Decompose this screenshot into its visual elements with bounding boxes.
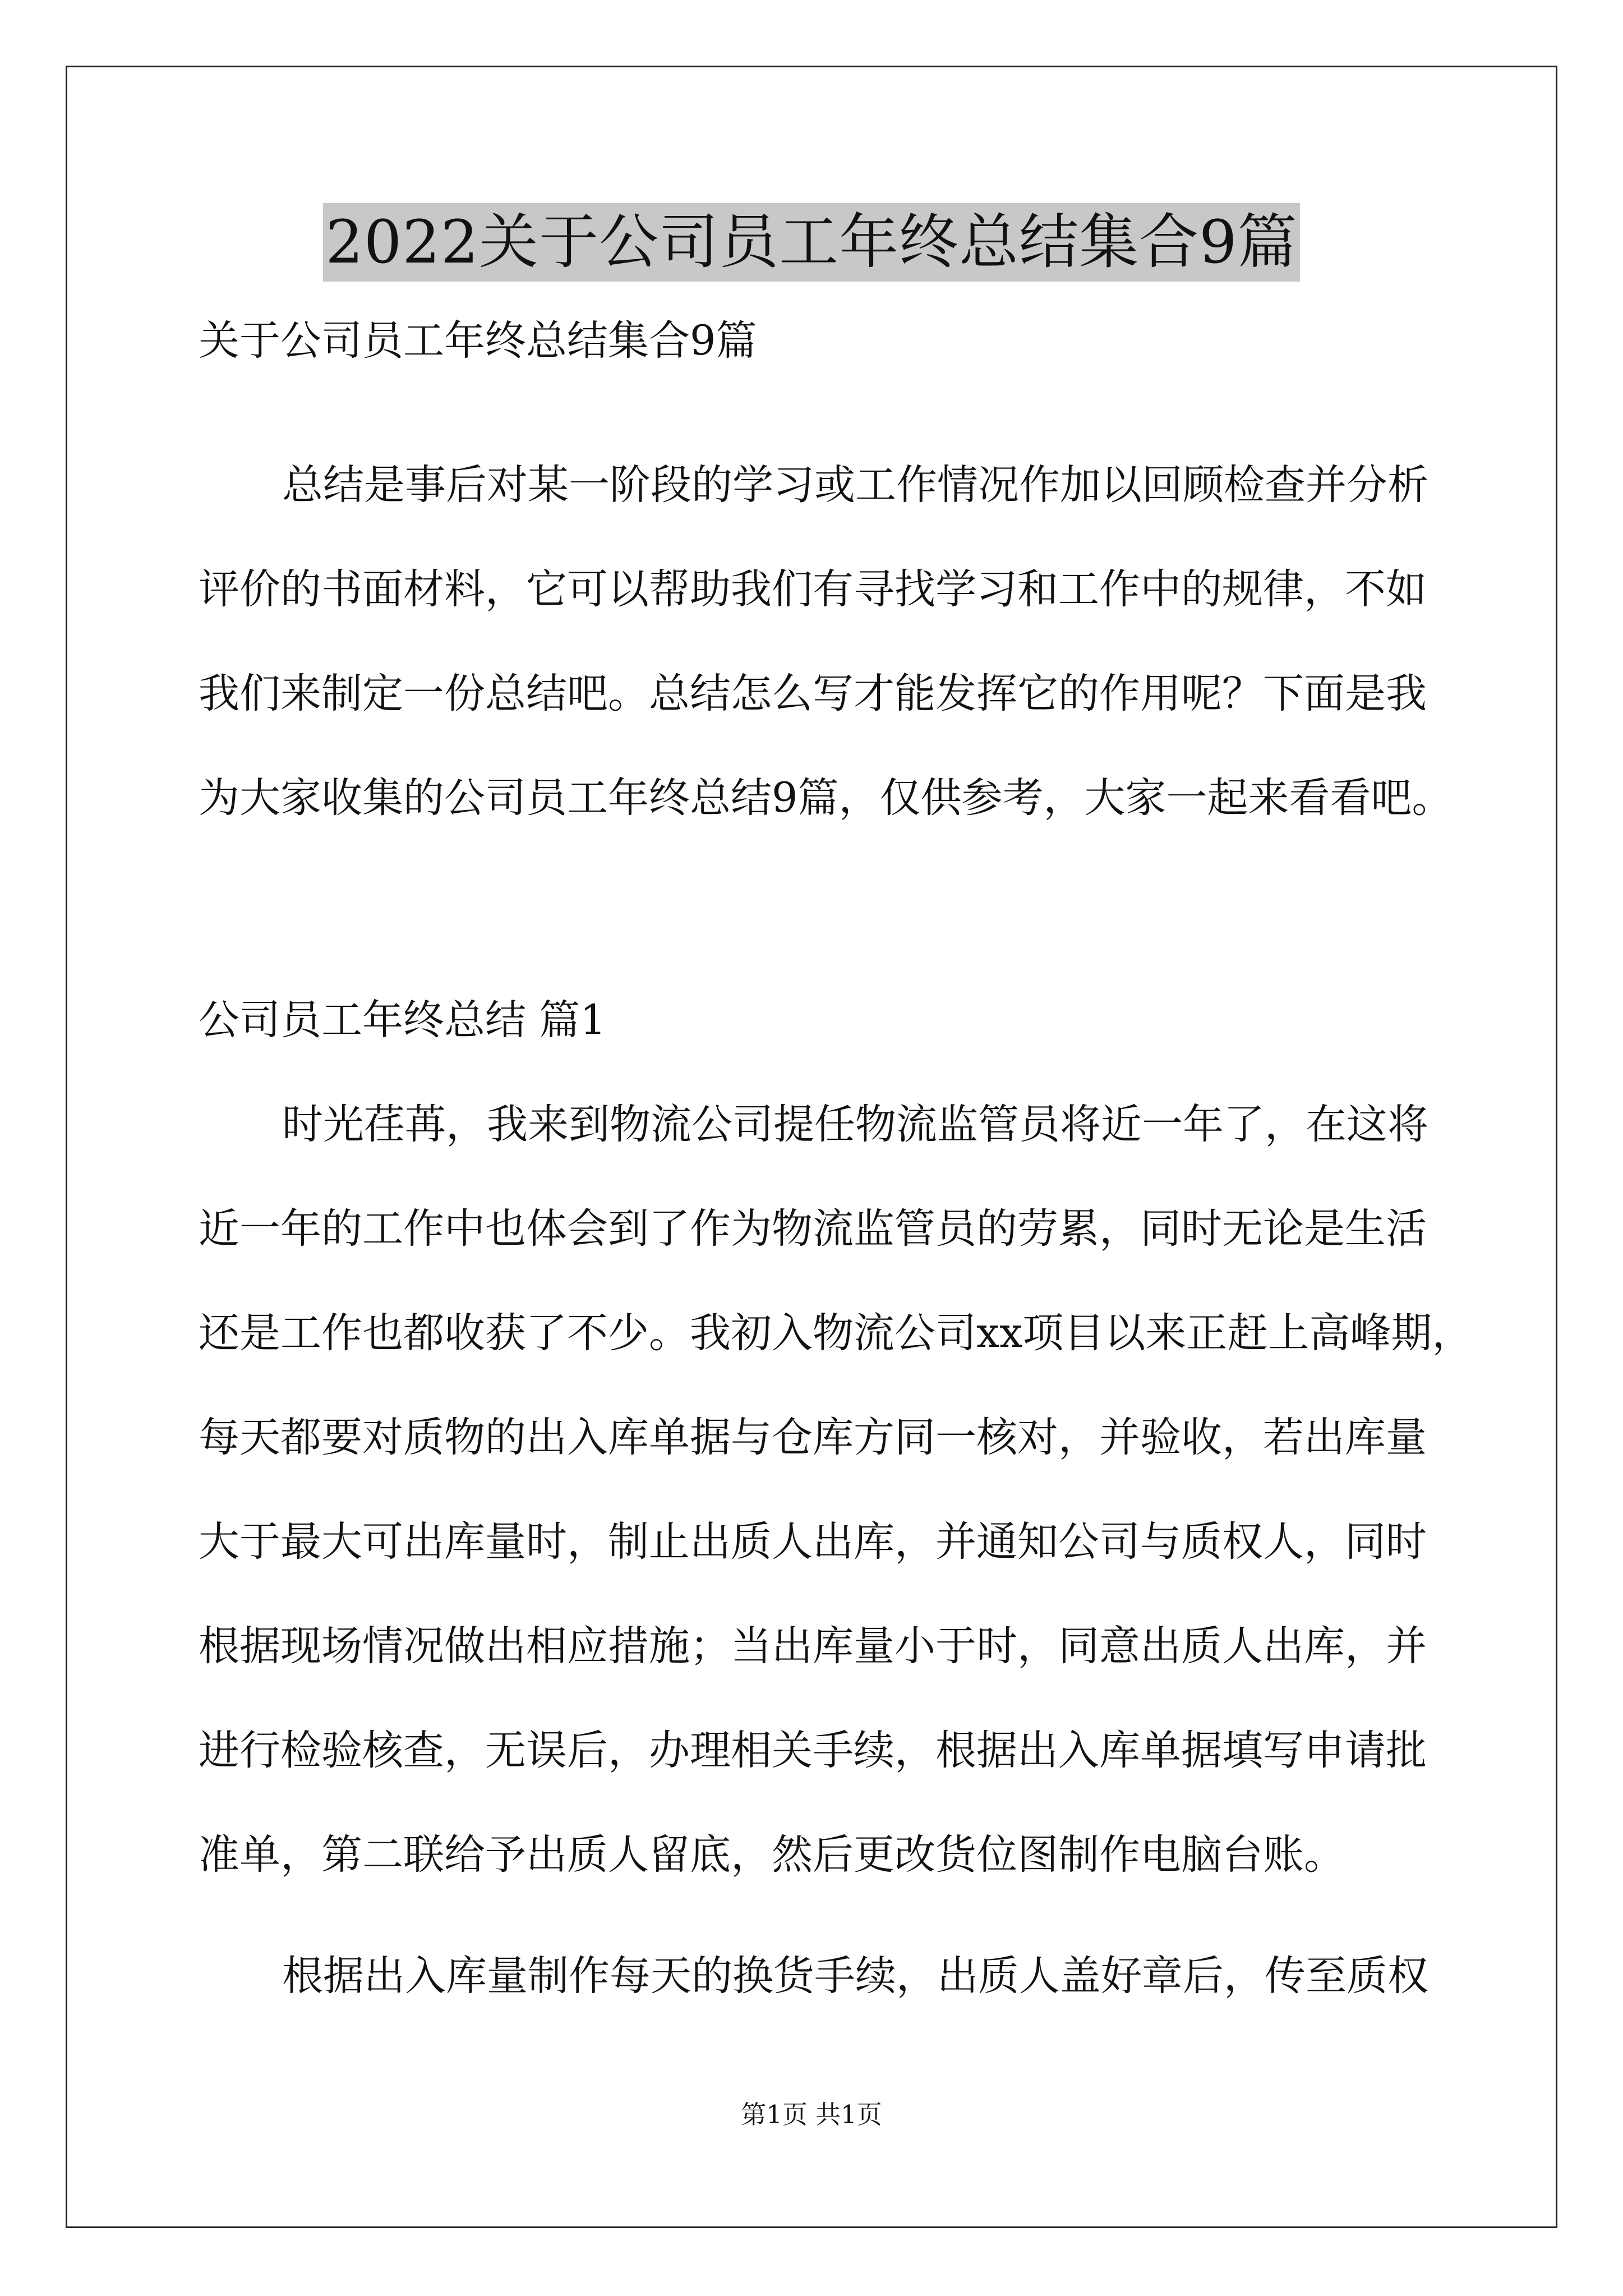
body-line: 根据出入库量制作每天的换货手续，出质人盖好章后，传至质权 (282, 1952, 1428, 2000)
intro-line: 为大家收集的公司员工年终总结9篇，仅供参考，大家一起来看看吧。 (199, 774, 1453, 822)
body-line: 根据现场情况做出相应措施；当出库量小于时，同意出质人出库，并 (199, 1622, 1427, 1670)
body-line: 进行检验核查，无误后，办理相关手续，根据出入库单据填写申请批 (199, 1727, 1427, 1774)
body-line: 大于最大可出库量时，制止出质人出库，并通知公司与质权人，同时 (199, 1518, 1427, 1566)
page-footer: 第1页 共1页 (741, 2100, 882, 2129)
intro-line: 评价的书面材料，它可以帮助我们有寻找学习和工作中的规律，不如 (199, 565, 1427, 613)
body-line: 还是工作也都收获了不少。我初入物流公司xx项目以来正赶上高峰期， (199, 1309, 1473, 1357)
intro-line: 总结是事后对某一阶段的学习或工作情况作加以回顾检查并分析 (282, 461, 1428, 509)
document-title: 2022关于公司员工年终总结集合9篇 (323, 203, 1299, 282)
body-line: 时光荏苒，我来到物流公司提任物流监管员将近一年了，在这将 (282, 1101, 1428, 1148)
body-line: 每天都要对质物的出入库单据与仓库方同一核对，并验收，若出库量 (199, 1414, 1427, 1461)
body-line: 准单，第二联给予出质人留底，然后更改货位图制作电脑台账。 (199, 1831, 1345, 1879)
document-subtitle: 关于公司员工年终总结集合9篇 (199, 317, 757, 365)
section-heading: 公司员工年终总结 篇1 (199, 996, 606, 1044)
intro-line: 我们来制定一份总结吧。总结怎么写才能发挥它的作用呢？下面是我 (199, 670, 1427, 717)
body-line: 近一年的工作中也体会到了作为物流监管员的劳累，同时无论是生活 (199, 1205, 1427, 1253)
title-container (0, 203, 1623, 282)
